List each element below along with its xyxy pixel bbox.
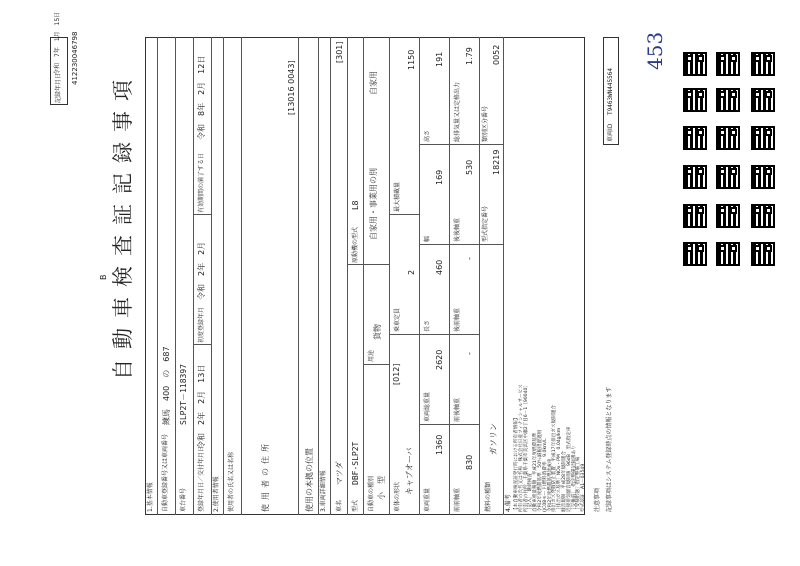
rear-axle-value: 530 — [465, 159, 474, 175]
certificate-body — [50, 11, 646, 515]
qr-code-icon — [751, 126, 775, 150]
first-reg-value: 令和 2年 2月 — [197, 241, 206, 300]
remark-line: 所有者の住所 千葉県千葉市美浜区中瀬2丁目6－1［90040］ — [523, 382, 529, 512]
rear-front-label: 後前軸重 — [454, 307, 461, 332]
use-value: 貨物 — [373, 324, 382, 340]
notice-label: 注意事項 — [594, 487, 601, 512]
engine-label: 原動機の型式 — [352, 226, 359, 263]
expiry-value: 令和 8年 2月 12日 — [197, 55, 206, 140]
qr-code-icon — [716, 204, 740, 228]
weight-value: 1360 — [435, 434, 444, 455]
body-value: キャブオーバ — [405, 447, 414, 495]
remark-line: ［排出ガス基準］NOx・PM 0.04g/km — [557, 427, 563, 512]
class-no-value: 0052 — [492, 44, 501, 65]
purpose-label: 自家用・事業用の別 — [369, 168, 378, 240]
remark-line: 令和2年度燃費基準達成車 — [547, 458, 553, 512]
length-value: 460 — [435, 259, 444, 275]
remark-line: ［受検形態］指定整備工場 — [576, 456, 582, 512]
class-no-label: 類別区分番号 — [482, 105, 489, 142]
section-basic: 1.基本情報 — [147, 482, 154, 512]
qr-code-icon — [751, 88, 775, 112]
weight-label: 車両重量 — [424, 487, 431, 512]
qr-code-icon — [683, 204, 707, 228]
section-remarks: 4.備考 — [505, 494, 512, 512]
qr-code-icon — [683, 88, 707, 112]
height-label: 高さ — [424, 129, 431, 142]
width-value: 169 — [435, 169, 444, 185]
remark-line: 排出ガス発散防止装置 平成17年排出ガス規制適合 — [552, 405, 558, 512]
handwritten-number: 453 — [643, 31, 667, 70]
max-load-label: 最大積載量 — [394, 181, 401, 212]
qr-code-icon — [751, 52, 775, 76]
section-vehicle: 3.車両詳細情報 — [320, 470, 327, 512]
record-date-label: 記録年月日 — [55, 72, 62, 103]
remark-line: 型式認証 A1－03549 — [581, 463, 587, 512]
remark-line: ［交換前］ 指定整備記録簿あり — [571, 445, 577, 512]
remark-line: 令和2年度燃費基準 50％減税措置適用 — [538, 429, 543, 512]
rear-front-value: - — [465, 257, 474, 260]
kind-value: 小 型 — [377, 476, 386, 500]
maker-value: マツダ — [335, 461, 344, 485]
vehicle-id-value: T9463WN445564 — [607, 68, 614, 115]
body-code: [012] — [392, 363, 401, 385]
remark-line: 騒音規制 平成28年規制適合 — [562, 451, 567, 512]
front2-value: - — [465, 352, 474, 355]
width-label: 幅 — [424, 235, 431, 242]
type-no-label: 型式指定番号 — [482, 205, 489, 242]
user-address-code: [13016 0043] — [287, 60, 296, 115]
qr-code-icon — [751, 242, 775, 266]
engine-value: L8 — [351, 200, 360, 210]
qr-code-icon — [716, 88, 740, 112]
header-letter: B — [99, 274, 108, 280]
type-no-value: 18219 — [492, 149, 501, 175]
front2-label: 前後軸重 — [454, 397, 461, 422]
chassis-label: 車台番号 — [180, 487, 187, 512]
capacity-label: 乗車定員 — [394, 307, 401, 332]
displacement-value: 1.79 — [465, 47, 474, 65]
purpose-value: 自家用 — [369, 71, 378, 95]
displacement-label: 総排気量又は定格出力 — [454, 81, 461, 142]
maker-label: 車名 — [336, 499, 343, 512]
first-reg-label: 初度登録年月 — [198, 306, 205, 343]
model-label: 型式 — [352, 499, 359, 512]
qr-code-icon — [716, 242, 740, 266]
expiry-label: 有効期間の満了する日 — [198, 152, 205, 213]
gross-value: 2620 — [435, 349, 444, 370]
remark-line: ［記入］ 継続検査 — [528, 472, 534, 512]
body-label: 車体の形状 — [394, 481, 401, 512]
user-address-label: 使用者の住所 — [261, 440, 270, 512]
fuel-label: 燃料の種類 — [485, 481, 492, 512]
remark-line: (JC08モード)燃料消費率 9.0km/L — [542, 438, 548, 512]
base-label: 使用の本拠の位置 — [305, 448, 314, 512]
vehicle-id-label: 車両ID — [607, 123, 614, 142]
record-number: 412230046798 — [71, 31, 79, 85]
reg-label: 自動車登録番号又は車両番号 — [162, 433, 169, 512]
user-name-label: 使用者の氏名又は名称 — [228, 451, 235, 512]
page-title: 自動車検査証記録事項 — [111, 70, 135, 380]
remark-line: 近接排気騒音規制値 96dB 型式指定車 — [566, 426, 572, 512]
qr-code-icon — [716, 52, 740, 76]
section-user: 2.使用者情報 — [213, 476, 220, 512]
kind-label: 自動車の種別 — [368, 475, 375, 512]
record-date-value: 令和 7年 1月 15日 — [54, 11, 61, 75]
reg-date-value: 令和 2年 2月 13日 — [197, 364, 206, 449]
remark-line: 【本自動車検査証発行時における所有者情報】 — [514, 415, 519, 512]
remark-line: 所有者の氏名又は名称 株式会社日産フィナンシャルサービス — [518, 384, 524, 512]
length-label: 長さ — [424, 319, 431, 332]
front-axle-label: 前前軸重 — [454, 487, 461, 512]
qr-code-icon — [751, 165, 775, 189]
max-load-value: 1150 — [407, 49, 416, 70]
qr-code-icon — [683, 126, 707, 150]
qr-code-icon — [683, 242, 707, 266]
qr-code-icon — [716, 165, 740, 189]
front-axle-value: 830 — [465, 454, 474, 470]
qr-code-icon — [716, 126, 740, 150]
use-label: 用途 — [368, 349, 375, 362]
gross-label: 車両総重量 — [424, 391, 431, 422]
qr-code-icon — [751, 204, 775, 228]
remark-line: 自動車重量税額 平成21年度燃費基準 — [533, 432, 539, 512]
rear-axle-label: 後後軸重 — [454, 217, 461, 242]
capacity-value: 2 — [407, 269, 416, 275]
reg-date-label: 登録年月日／交付年月日 — [198, 445, 205, 512]
chassis-value: SLP2T－118397 — [179, 364, 188, 425]
height-value: 191 — [435, 51, 444, 67]
qr-code-icon — [683, 52, 707, 76]
maker-code: [301] — [335, 41, 344, 63]
fuel-value: ガソリン — [489, 423, 498, 455]
qr-code-icon — [683, 165, 707, 189]
reg-value: 練馬 400 の 687 — [162, 346, 171, 425]
model-value: DBF-SLP2T — [351, 441, 360, 485]
notice-text: 記録事項はシステム登録時点の情報となります — [606, 386, 613, 512]
